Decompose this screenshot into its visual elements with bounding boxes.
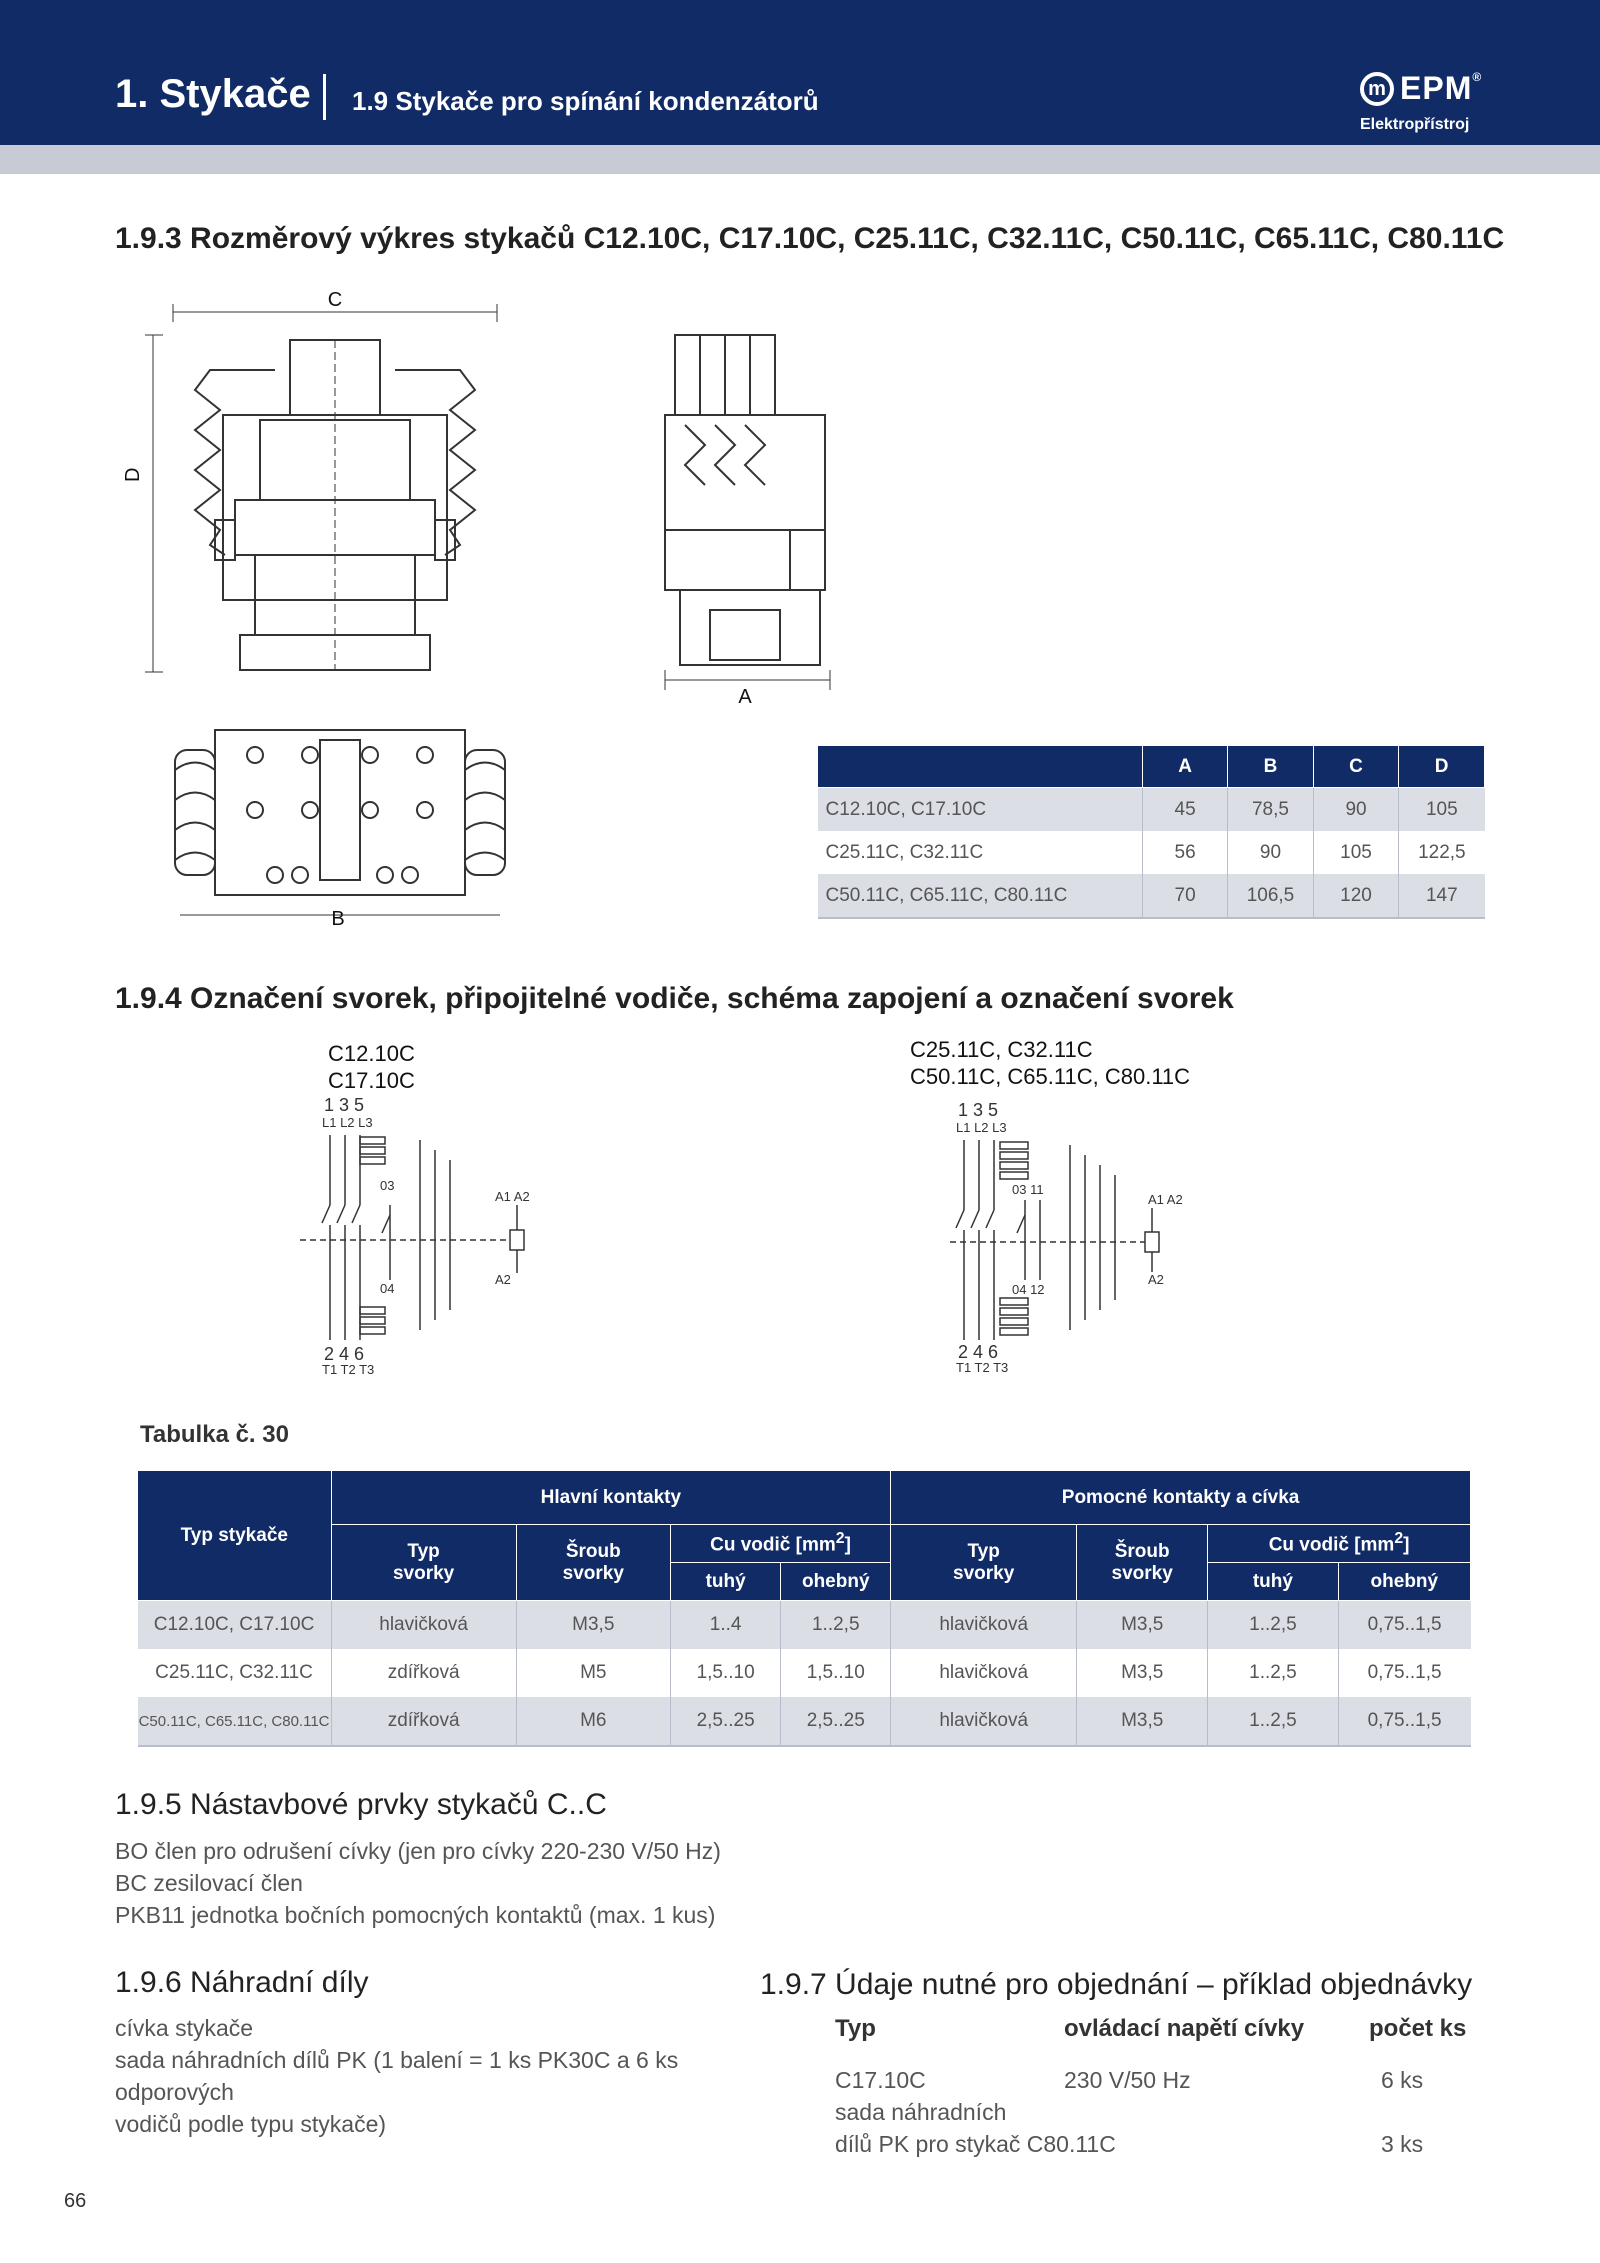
left-aux-top: 03 — [380, 1178, 395, 1193]
left-diagram-label-2: C17.10C — [328, 1068, 415, 1093]
left-terminal-top-l: L1 L2 L3 — [322, 1115, 373, 1130]
heading-197: 1.9.7 Údaje nutné pro objednání – příklad objednávky — [760, 1968, 1473, 2001]
chapter-title: 1. Stykače — [115, 72, 311, 116]
table-row — [138, 1601, 1471, 1650]
th-aux-ohebny: ohebný — [1338, 1563, 1470, 1601]
t30-cell: 1..2,5 — [781, 1601, 891, 1650]
t30-cell: zdířková — [331, 1649, 516, 1697]
th-aux-typ: Typ svorky — [891, 1525, 1077, 1601]
left-terminal-top: 1 3 5 — [324, 1095, 365, 1115]
right-wiring-diagram — [950, 1100, 1210, 1385]
t30-cell: zdířková — [331, 1697, 516, 1746]
t30-cell: C12.10C, C17.10C — [138, 1601, 332, 1650]
t30-cell: 2,5..25 — [670, 1697, 780, 1746]
table-row — [818, 874, 1485, 918]
dim-cell: 147 — [1399, 874, 1485, 918]
dim-cell: 105 — [1399, 788, 1485, 832]
dim-cell: 78,5 — [1228, 788, 1314, 832]
table30-caption: Tabulka č. 30 — [140, 1421, 289, 1448]
dim-cell: 45 — [1143, 788, 1228, 832]
dim-cell: C25.11C, C32.11C — [818, 831, 1143, 874]
dimension-table — [817, 745, 1485, 919]
th-main-ohebny: ohebný — [781, 1563, 891, 1601]
t30-cell: hlavičková — [891, 1649, 1077, 1697]
table-row — [138, 1649, 1471, 1697]
t30-cell: 1,5..10 — [781, 1649, 891, 1697]
t30-cell: hlavičková — [891, 1601, 1077, 1650]
dim-cell: 90 — [1228, 831, 1314, 874]
table-row — [818, 788, 1485, 832]
dim-cell: C50.11C, C65.11C, C80.11C — [818, 874, 1143, 918]
th-main-typ: Typ svorky — [331, 1525, 516, 1601]
heading-194: 1.9.4 Označení svorek, připojitelné vodiče, schéma zapojení a označení svorek — [115, 982, 1234, 1015]
right-terminal-top: 1 3 5 — [958, 1100, 999, 1120]
logo-reg: ® — [1472, 70, 1483, 84]
order-row1-type: C17.10C — [835, 2067, 926, 2093]
t30-cell: 1..2,5 — [1208, 1697, 1339, 1746]
left-wiring-diagram — [300, 1095, 560, 1380]
left-coil-bot: A2 — [495, 1272, 511, 1287]
order-header-type: Typ — [835, 2015, 876, 2042]
left-coil-top: A1 A2 — [495, 1189, 530, 1204]
dim-label-d: D — [122, 467, 144, 482]
right-terminal-top-l: L1 L2 L3 — [956, 1120, 1007, 1135]
dim-cell: 122,5 — [1399, 831, 1485, 874]
accessory-line: PKB11 jednotka bočních pomocných kontaktů (max. 1 kus) — [115, 1902, 716, 1928]
dim-header-blank — [818, 746, 1143, 788]
dim-header-d: D — [1399, 746, 1485, 788]
contactor-side-drawing — [655, 325, 845, 708]
order-row1-voltage: 230 V/50 Hz — [1064, 2067, 1191, 2093]
t30-cell: M3,5 — [1077, 1697, 1208, 1746]
epm-logo-icon: m — [1360, 72, 1394, 106]
dim-cell: C12.10C, C17.10C — [818, 788, 1143, 832]
dim-cell: 106,5 — [1228, 874, 1314, 918]
accessory-line: BO člen pro odrušení cívky (jen pro cívky 220-230 V/50 Hz) — [115, 1838, 721, 1864]
left-terminal-bot: 2 4 6 — [324, 1344, 365, 1364]
dim-cell: 56 — [1143, 831, 1228, 874]
right-coil-bot: A2 — [1148, 1272, 1164, 1287]
dim-cell: 105 — [1313, 831, 1398, 874]
th-aux-sroub: Šroub svorky — [1077, 1525, 1208, 1601]
left-terminal-bot-t: T1 T2 T3 — [322, 1362, 375, 1377]
terminal-table — [137, 1470, 1471, 1747]
t30-cell: C50.11C, C65.11C, C80.11C — [138, 1697, 332, 1746]
dim-header-c: C — [1313, 746, 1398, 788]
order-header-voltage: ovládací napětí cívky — [1064, 2015, 1305, 2042]
t30-cell: 1,5..10 — [670, 1649, 780, 1697]
page-number: 66 — [64, 2190, 87, 2212]
left-aux-bot: 04 — [380, 1281, 395, 1296]
t30-cell: 0,75..1,5 — [1338, 1697, 1470, 1746]
heading-196: 1.9.6 Náhradní díly — [115, 1966, 369, 1999]
th-main-tuhy: tuhý — [670, 1563, 780, 1601]
right-terminal-bot-t: T1 T2 T3 — [956, 1360, 1009, 1375]
t30-cell: M3,5 — [516, 1601, 670, 1650]
dim-label-c: C — [327, 289, 343, 311]
right-aux-bot: 04 12 — [1012, 1282, 1045, 1297]
dim-cell: 120 — [1313, 874, 1398, 918]
th-main-sroub: Šroub svorky — [516, 1525, 670, 1601]
t30-cell: 1..2,5 — [1208, 1649, 1339, 1697]
right-coil-top: A1 A2 — [1148, 1192, 1183, 1207]
order-row2-type-a: sada náhradních — [835, 2099, 1007, 2125]
dim-label-b: B — [331, 908, 345, 930]
t30-cell: M3,5 — [1077, 1649, 1208, 1697]
t30-cell: 1..2,5 — [1208, 1601, 1339, 1650]
t30-cell: 1..4 — [670, 1601, 780, 1650]
order-row2-qty: 3 ks — [1381, 2131, 1424, 2157]
section-title: 1.9 Stykače pro spínání kondenzátorů — [352, 86, 819, 116]
th-type: Typ stykače — [138, 1471, 332, 1601]
t30-cell: M5 — [516, 1649, 670, 1697]
table-row — [138, 1697, 1471, 1746]
left-diagram-label — [328, 1040, 415, 1094]
logo-subtitle: Elektropřístroj — [1360, 116, 1470, 133]
t30-cell: 0,75..1,5 — [1338, 1649, 1470, 1697]
logo-brand: EPM — [1400, 70, 1473, 106]
order-row1-qty: 6 ks — [1381, 2067, 1424, 2093]
right-diagram-label — [910, 1036, 1190, 1090]
contactor-front-drawing — [122, 289, 525, 710]
spare-parts-text — [115, 2012, 765, 2140]
t30-cell: C25.11C, C32.11C — [155, 1662, 313, 1683]
right-aux-top: 03 11 — [1012, 1182, 1044, 1197]
t30-cell: hlavičková — [331, 1601, 516, 1650]
dim-cell: 70 — [1143, 874, 1228, 918]
dim-header-a: A — [1143, 746, 1228, 788]
spare-parts-line: vodičů podle typu stykače) — [115, 2111, 387, 2137]
right-diagram-label-2: C50.11C, C65.11C, C80.11C — [910, 1064, 1191, 1089]
accessories-list — [115, 1835, 721, 1931]
t30-cell: M6 — [516, 1697, 670, 1746]
left-diagram-label-1: C12.10C — [328, 1041, 415, 1066]
th-main-cu: Cu vodič $[mm^2]$ — [670, 1525, 890, 1563]
header-divider — [323, 74, 326, 120]
dim-label-a: A — [738, 686, 752, 708]
th-aux-tuhy: tuhý — [1208, 1563, 1339, 1601]
order-header-qty: počet ks — [1369, 2015, 1467, 2042]
t30-cell: 2,5..25 — [781, 1697, 891, 1746]
heading-193: 1.9.3 Rozměrový výkres stykačů C12.10C, C17.10C, C25.11C, C32.11C, C50.11C, C65.11C, C80.11C — [115, 222, 1505, 255]
spare-parts-line: cívka stykače — [115, 2015, 254, 2041]
t30-cell: M3,5 — [1077, 1601, 1208, 1650]
t30-cell: 0,75..1,5 — [1338, 1601, 1470, 1650]
spare-parts-line: sada náhradních dílů PK (1 balení = 1 ks PK30C a 6 ks odporových — [115, 2047, 679, 2105]
table-row — [818, 831, 1485, 874]
order-row2-type-b: dílů PK pro stykač C80.11C — [835, 2131, 1116, 2157]
header-stripe — [0, 145, 1600, 174]
t30-cell: hlavičková — [891, 1697, 1077, 1746]
contactor-top-drawing — [170, 725, 510, 930]
accessory-line: BC zesilovací člen — [115, 1870, 303, 1896]
right-terminal-bot: 2 4 6 — [958, 1342, 999, 1362]
heading-195: 1.9.5 Nástavbové prvky stykačů C..C — [115, 1788, 607, 1821]
th-aux-contacts: Pomocné kontakty a cívka — [891, 1471, 1471, 1525]
th-aux-cu: Cu vodič $[mm^2]$ — [1208, 1525, 1471, 1563]
dim-header-b: B — [1228, 746, 1314, 788]
right-diagram-label-1: C25.11C, C32.11C — [910, 1037, 1093, 1062]
epm-logo — [1360, 70, 1490, 140]
th-main-contacts: Hlavní kontakty — [331, 1471, 891, 1525]
dim-cell: 90 — [1313, 788, 1398, 832]
